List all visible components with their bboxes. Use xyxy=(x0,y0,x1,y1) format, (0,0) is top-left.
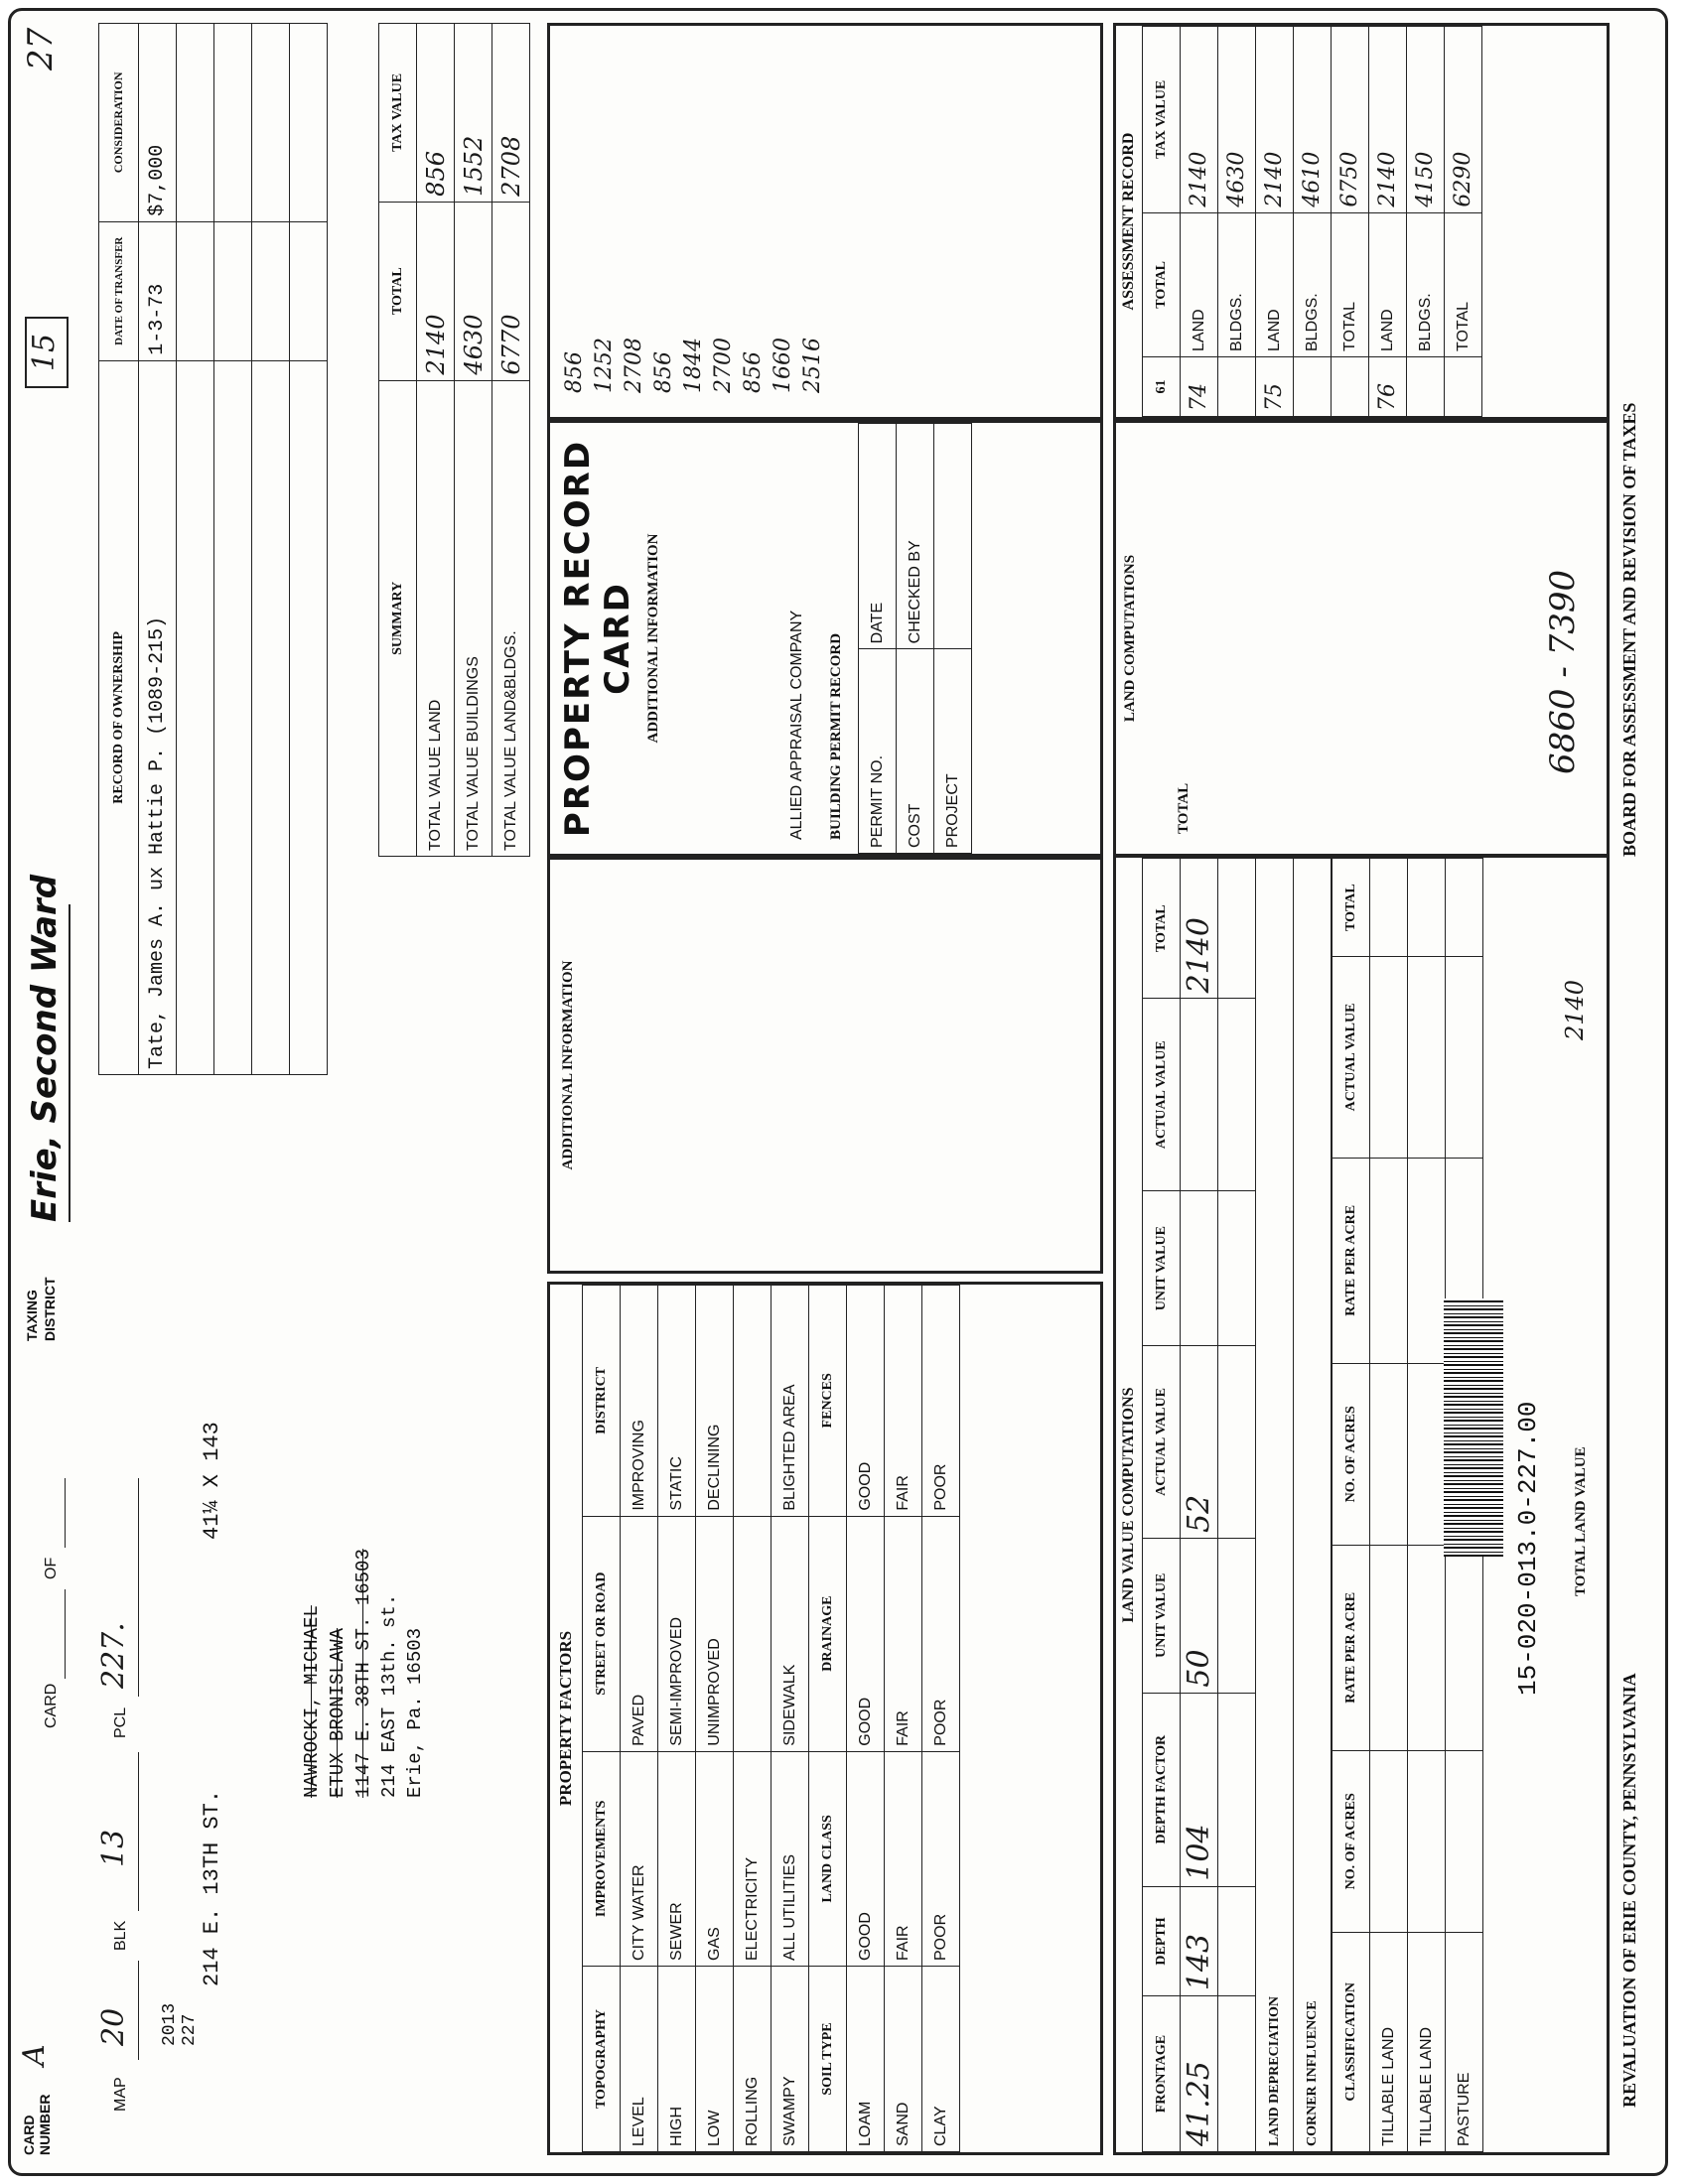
property-record-card xyxy=(8,8,1668,2176)
permit-table: PERMIT NO. DATE COST CHECKED BY PROJECT xyxy=(858,423,972,854)
land-computations-title: LAND COMPUTATIONS xyxy=(1122,554,1138,723)
assessment-row: 75 LAND 2140 xyxy=(1256,27,1294,417)
box-number: 15 xyxy=(25,317,69,388)
factor-row: LOAM GOOD GOOD GOOD xyxy=(847,1286,885,2152)
summary-row: TOTAL VALUE BUILDINGS 4630 1552 xyxy=(455,24,492,857)
transfer-date: 1-3-73 xyxy=(139,221,177,360)
pcl-label: PCL xyxy=(112,1706,129,1738)
assessment-table: 61 TOTAL TAX VALUE 74 LAND 2140 BLDGS. 4630 75 LAND 2140 BLDGS. 4610 TOTAL 6750 76 LAND 2140 BLDGS. 4150 TOTAL 6290 xyxy=(1142,26,1482,417)
date-of-transfer-header: DATE OF TRANSFER xyxy=(99,221,139,360)
frontage-table: FRONTAGE DEPTH DEPTH FACTOR UNIT VALUE ACTUAL VALUE UNIT VALUE ACTUAL VALUE TOTAL 41.25 143 104 50 52 2140 LAND DEPRECIATION CORNER INFLUENCE xyxy=(1142,858,1332,2152)
property-record-panel xyxy=(547,420,1103,857)
factor-row: LOW GAS UNIMPROVED DECLINING xyxy=(696,1286,734,2152)
owner-name: Tate, James A. ux Hattie P. (1089-215) xyxy=(139,360,177,1074)
reference-number: 6860 - 7390 xyxy=(1543,569,1583,774)
land-value-title: LAND VALUE COMPUTATIONS xyxy=(1120,1387,1137,1623)
rotated-card-content xyxy=(11,15,1665,2167)
owner-area xyxy=(160,1083,517,2155)
total-land-value-label: TOTAL LAND VALUE xyxy=(1573,1446,1589,1596)
pcl-value: 227. xyxy=(96,1622,131,1689)
ownership-row xyxy=(139,24,177,1075)
land-value-block xyxy=(1113,855,1610,2155)
frontage-row: 41.25 143 104 50 52 2140 xyxy=(1181,859,1218,2152)
factor-row: SAND FAIR FAIR FAIR xyxy=(885,1286,922,2152)
taxing-district-label: TAXING DISTRICT xyxy=(24,1277,58,1341)
assessment-record xyxy=(1113,23,1610,420)
additional-values-panel xyxy=(547,23,1103,420)
land-computations xyxy=(1113,420,1610,857)
factor-row: CLAY POOR POOR POOR xyxy=(922,1286,960,2152)
assessment-row: BLDGS. 4150 xyxy=(1407,27,1445,417)
assessment-title: ASSESSMENT RECORD xyxy=(1120,132,1137,311)
owner-id: 2013 227 xyxy=(160,2002,200,2046)
acreage-table: CLASSIFICATION NO. OF ACRES RATE PER ACRE NO. OF ACRES RATE PER ACRE ACTUAL VALUE TOTAL TILLABLE LAND TILLABLE LAND PASTURE xyxy=(1332,858,1483,2152)
factor-row: HIGH SEWER SEMI-IMPROVED STATIC xyxy=(658,1286,696,2152)
footer-right: BOARD FOR ASSESSMENT AND REVISION OF TAXES xyxy=(1619,402,1639,857)
pcl-underline xyxy=(138,1478,139,1697)
assessment-row: 76 LAND 2140 xyxy=(1369,27,1407,417)
summary-row: TOTAL VALUE LAND&BLDGS. 6770 2708 xyxy=(492,24,530,857)
factor-row: LEVEL CITY WATER PAVED IMPROVING xyxy=(621,1286,658,2152)
property-factors xyxy=(547,1282,1103,2155)
assessment-row: BLDGS. 4610 xyxy=(1294,27,1332,417)
property-record-title: PROPERTY RECORD CARD xyxy=(558,439,637,838)
assessment-row: TOTAL 6750 xyxy=(1332,27,1369,417)
property-address: 214 E. 13TH ST. xyxy=(200,1789,224,1986)
additional-values: 856 1252 2708 856 1844 2700 856 1660 2516 xyxy=(562,338,825,393)
parcel-code: 15-020-013.0-227.00 xyxy=(1513,1401,1543,1696)
card-number-label: CARD NUMBER xyxy=(21,2094,53,2155)
summary-tax-header: TAX VALUE xyxy=(379,24,417,203)
footer-left: REVALUATION OF ERIE COUNTY, PENNSYLVANIA xyxy=(1619,1673,1639,2108)
factor-row: SWAMPY ALL UTILITIES SIDEWALK BLIGHTED AREA xyxy=(772,1286,809,2152)
consideration-value: $7,000 xyxy=(139,24,177,222)
taxing-district-value: Erie, Second Ward xyxy=(25,874,65,1222)
summary-title: SUMMARY xyxy=(379,380,417,856)
of-label: OF xyxy=(43,1557,60,1579)
summary-block xyxy=(378,23,537,857)
parcel-id-line xyxy=(90,1262,150,2155)
of-underline xyxy=(65,1478,66,1548)
ownership-title: RECORD OF OWNERSHIP xyxy=(99,360,139,1074)
header-line xyxy=(17,27,72,2155)
blk-underline xyxy=(138,1752,139,1911)
land-computations-total: TOTAL xyxy=(1176,782,1192,834)
assessment-row: BLDGS. 4630 xyxy=(1218,27,1256,417)
lot-size: 41¼ X 143 xyxy=(200,1422,224,1540)
factor-row: ROLLING ELECTRICITY xyxy=(734,1286,772,2152)
ownership-table xyxy=(98,23,328,1075)
assessment-row: 74 LAND 2140 xyxy=(1181,27,1218,417)
allied-appraisal: ALLIED APPRAISAL COMPANY xyxy=(788,610,805,840)
blk-label: BLK xyxy=(112,1920,129,1951)
card-underline xyxy=(65,1589,66,1679)
owner-mailing-block: NAWROCKI, MICHAEL ETUX BRONISLAWA 1147 E. 38TH ST. 16503 214 EAST 13th. st. Erie, Pa. 16503 xyxy=(301,1549,426,1798)
record-of-ownership xyxy=(98,23,366,1075)
corner-number: 27 xyxy=(21,27,61,70)
additional-info-heading: ADDITIONAL INFORMATION xyxy=(645,533,661,744)
card-number-value: A xyxy=(17,2044,52,2066)
map-value: 20 xyxy=(96,2007,131,2046)
total-land-value-hand: 2140 xyxy=(1561,979,1589,1040)
assessment-row: TOTAL 6290 xyxy=(1445,27,1482,417)
additional-info-label: ADDITIONAL INFORMATION xyxy=(560,960,576,1170)
building-permit-title: BUILDING PERMIT RECORD xyxy=(828,632,844,840)
blk-value: 13 xyxy=(96,1829,131,1867)
card-label: CARD xyxy=(43,1683,60,1728)
property-factors-title: PROPERTY FACTORS xyxy=(556,1630,575,1807)
factors-table: TOPOGRAPHY IMPROVEMENTS STREET OR ROAD DISTRICT LEVEL CITY WATER PAVED IMPROVING HIGH SEWER SEMI-IMPROVED STATIC LOW GAS UNIMPROVED DECLINING ROLLING ELECTRICITY SWAMPY ALL UTILITIES SIDEWALK BLIGHTED AREA SOIL TYPE LAND CLASS DRAINAGE FENCES LOAM GOOD GOOD GOOD SAND FAIR FAIR FAIR CLAY POOR POOR POOR xyxy=(582,1285,960,2152)
district-underline xyxy=(69,904,70,1222)
map-underline xyxy=(138,1961,139,2060)
barcode-icon xyxy=(1444,1298,1503,1557)
summary-table xyxy=(378,23,530,857)
summary-total-header: TOTAL xyxy=(379,202,417,380)
map-label: MAP xyxy=(112,2077,129,2112)
consideration-header: CONSIDERATION xyxy=(99,24,139,222)
additional-info-panel xyxy=(547,857,1103,1274)
summary-row: TOTAL VALUE LAND 2140 856 xyxy=(417,24,455,857)
